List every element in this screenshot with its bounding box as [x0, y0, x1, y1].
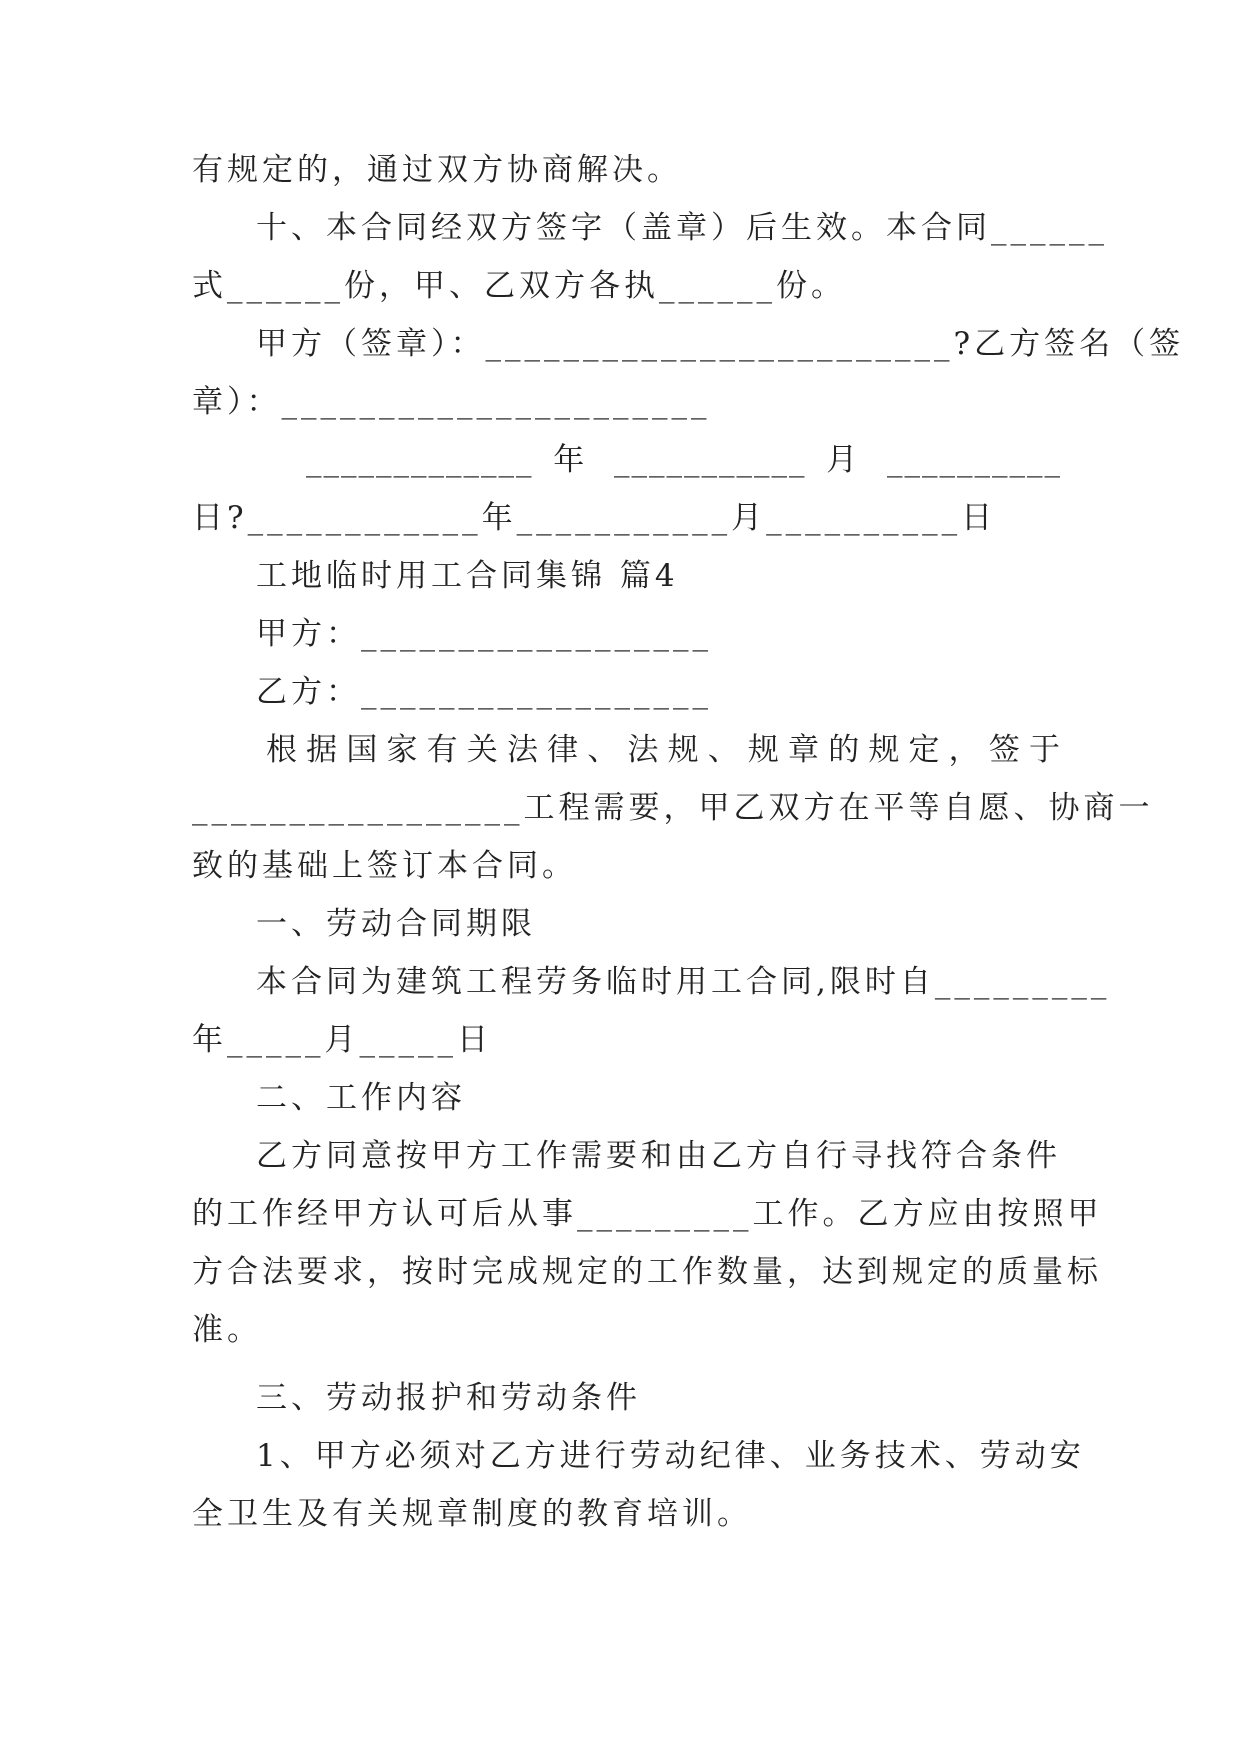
- text-line: 根据国家有关法律、法规、规章的规定，签于: [266, 732, 1062, 768]
- text-line: _________________工程需要，甲乙双方在平等自愿、协商一: [192, 790, 1154, 826]
- clause-heading: 二、工作内容: [256, 1080, 466, 1116]
- text-line: 乙方同意按甲方工作需要和由乙方自行寻找符合条件: [256, 1138, 1061, 1174]
- clause-heading: 三、劳动报护和劳动条件: [256, 1380, 641, 1416]
- signature-line-party-b: 章）：______________________: [192, 384, 711, 420]
- section-heading: 工地临时用工合同集锦 篇4: [256, 558, 679, 594]
- text-line: 本合同为建筑工程劳务临时用工合同,限时自_________: [256, 964, 1111, 1000]
- text-line: 1、甲方必须对乙方进行劳动纪律、业务技术、劳动安: [256, 1438, 1085, 1474]
- text-line: 年_____月_____日: [192, 1022, 492, 1058]
- text-line: 全卫生及有关规章制度的教育培训。: [192, 1496, 752, 1532]
- clause-heading: 一、劳动合同期限: [256, 906, 536, 942]
- signature-line-party-a: 甲方（签章）：________________________?乙方签名（签: [256, 326, 1185, 362]
- party-a-line: 甲方：__________________: [256, 616, 712, 652]
- text-line: 致的基础上签订本合同。: [192, 848, 577, 884]
- text-line: 准。: [192, 1312, 262, 1348]
- date-line: 日?____________年___________月__________日: [192, 500, 997, 536]
- party-b-line: 乙方：__________________: [256, 674, 712, 710]
- text-line: 式______份，甲、乙双方各执______份。: [192, 268, 846, 304]
- date-line: _____________ 年 ___________ 月 __________: [306, 442, 1062, 478]
- text-line: 方合法要求，按时完成规定的工作数量，达到规定的质量标: [192, 1254, 1102, 1290]
- text-line: 有规定的，通过双方协商解决。: [192, 152, 682, 188]
- text-line: 的工作经甲方认可后从事_________工作。乙方应由按照甲: [192, 1196, 1103, 1232]
- text-line: 十、本合同经双方签字（盖章）后生效。本合同______: [256, 210, 1108, 246]
